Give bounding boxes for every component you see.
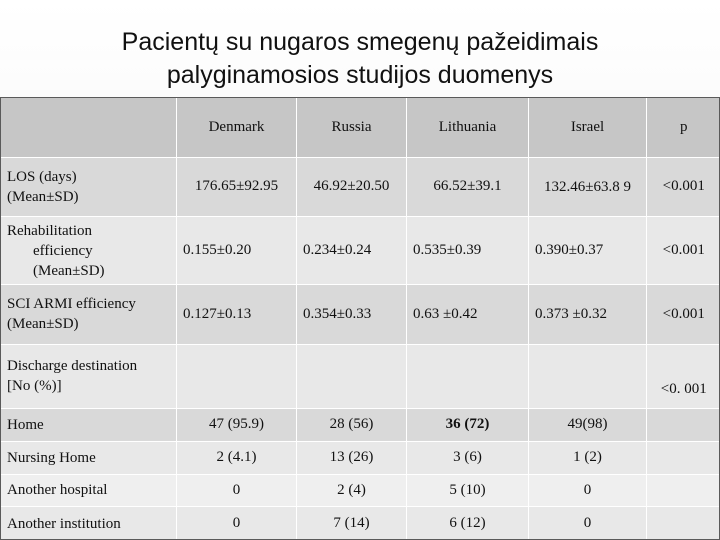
table-header-row — [1, 98, 720, 158]
row-label-another-hospital: Another hospital — [1, 474, 177, 507]
table-row — [1, 217, 720, 285]
table-row — [1, 285, 720, 345]
table-row — [1, 157, 720, 217]
cell-value: 49(98) — [529, 408, 647, 441]
cell-p-value: <0.001 — [647, 285, 720, 345]
cell-value: 28 (56) — [297, 408, 407, 441]
cell-value: 6 (12) — [407, 507, 529, 540]
cell-value: 13 (26) — [297, 441, 407, 474]
slide-title — [0, 26, 720, 92]
col-header-denmark: Denmark — [177, 98, 297, 158]
row-label-nursing-home: Nursing Home — [1, 441, 177, 474]
cell-value: 176.65±92.95 — [177, 157, 297, 217]
cell-value: 47 (95.9) — [177, 408, 297, 441]
cell-value: 1 (2) — [529, 441, 647, 474]
col-header-israel: Israel — [529, 98, 647, 158]
cell-value: 46.92±20.50 — [297, 157, 407, 217]
row-label-line: Rehabilitation — [7, 222, 92, 239]
cell-value: 0 — [177, 474, 297, 507]
row-label-line: LOS (days) — [7, 168, 77, 185]
table-row — [1, 408, 720, 441]
row-label-line: [No (%)] — [7, 378, 62, 395]
cell-empty — [529, 344, 647, 408]
cell-value: 0.354±0.33 — [297, 285, 407, 345]
cell-value: 0.535±0.39 — [407, 217, 529, 285]
col-header-russia: Russia — [297, 98, 407, 158]
cell-value: 66.52±39.1 — [407, 157, 529, 217]
cell-value: 0 — [529, 474, 647, 507]
row-label-another-institution: Another institution — [1, 507, 177, 540]
cell-empty — [177, 344, 297, 408]
cell-value: 3 (6) — [407, 441, 529, 474]
row-label-line: (Mean±SD) — [33, 262, 105, 279]
row-label-line: Discharge destination — [7, 358, 138, 375]
comparison-table — [0, 97, 720, 540]
title-line-2: palyginamosios studijos duomenys — [166, 61, 554, 89]
cell-value: 5 (10) — [407, 474, 529, 507]
cell-value: 0.155±0.20 — [177, 217, 297, 285]
cell-value: 0.234±0.24 — [297, 217, 407, 285]
row-label-line: (Mean±SD) — [7, 316, 79, 333]
row-label-line: efficiency — [33, 242, 93, 259]
cell-empty — [647, 408, 720, 441]
table-row — [1, 344, 720, 408]
cell-value: 0.63 ±0.42 — [407, 285, 529, 345]
header-corner-cell — [1, 98, 177, 158]
cell-empty — [647, 474, 720, 507]
cell-value: 0.373 ±0.32 — [529, 285, 647, 345]
cell-value: 2 (4.1) — [177, 441, 297, 474]
cell-value: 0 — [177, 507, 297, 540]
row-label-home: Home — [1, 408, 177, 441]
cell-p-value: <0. 001 — [647, 344, 720, 408]
cell-empty — [297, 344, 407, 408]
col-header-p: p — [647, 98, 720, 158]
table-row — [1, 474, 720, 507]
row-label-rehab — [1, 217, 177, 285]
cell-value: 36 (72) — [407, 408, 529, 441]
cell-empty — [647, 441, 720, 474]
title-line-1: Pacientų su nugaros smegenų pažeidimais — [121, 28, 599, 56]
cell-value: 7 (14) — [297, 507, 407, 540]
cell-p-value: <0.001 — [647, 217, 720, 285]
cell-empty — [407, 344, 529, 408]
row-label-line: (Mean±SD) — [7, 188, 79, 205]
cell-value: 0 — [529, 507, 647, 540]
row-label-line: SCI ARMI efficiency — [7, 296, 136, 313]
row-label-los — [1, 157, 177, 217]
row-label-sci-armi — [1, 285, 177, 345]
cell-value: 2 (4) — [297, 474, 407, 507]
cell-empty — [647, 507, 720, 540]
col-header-lithuania: Lithuania — [407, 98, 529, 158]
table-row — [1, 507, 720, 540]
cell-value: 132.46±63.8 9 — [529, 157, 647, 217]
row-label-discharge — [1, 344, 177, 408]
cell-value: 0.127±0.13 — [177, 285, 297, 345]
cell-p-value: <0.001 — [647, 157, 720, 217]
table-row — [1, 441, 720, 474]
cell-value: 0.390±0.37 — [529, 217, 647, 285]
